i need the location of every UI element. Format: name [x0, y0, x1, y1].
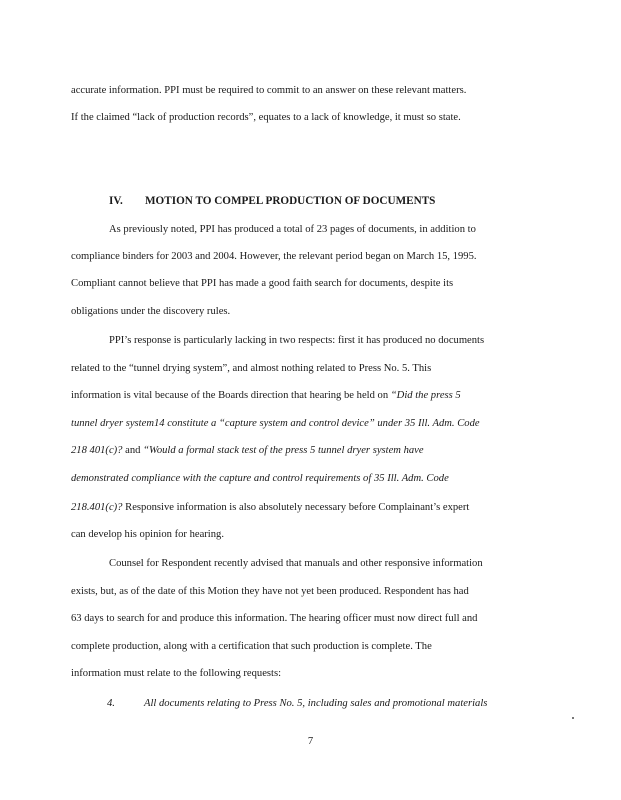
paragraph-2-line — [71, 444, 621, 458]
paragraph-1-line: obligations under the discovery rules. — [71, 306, 231, 317]
request-number: 4. — [107, 698, 115, 709]
paragraph-2-line: PPI’s response is particularly lacking in two respects: first it has produced no documents — [109, 335, 485, 346]
italic-quote: 218 401(c)? — [71, 445, 123, 456]
italic-quote: 218.401(c)? — [71, 502, 123, 513]
body-text-line: accurate information. PPI must be required to commit to an answer on these relevant matters. — [71, 85, 467, 96]
paragraph-3-line: complete production, along with a certification that such production is complete. The — [71, 641, 432, 652]
text-run: Responsive information is also absolutely necessary before Complainant’s expert — [122, 502, 470, 513]
section-heading — [109, 194, 435, 208]
paragraph-1-line: As previously noted, PPI has produced a total of 23 pages of documents, in addition to — [109, 224, 476, 235]
paragraph-2-line: related to the “tunnel drying system”, and almost nothing related to Press No. 5. This — [71, 363, 432, 374]
request-item — [107, 697, 621, 711]
paragraph-2-line — [71, 389, 621, 403]
italic-quote: “Would a formal stack test of the press 5 tunnel dryer system have — [143, 445, 424, 456]
paragraph-1-line: compliance binders for 2003 and 2004. However, the relevant period began on March 15, 1995. — [71, 251, 477, 262]
paragraph-3-line: Counsel for Respondent recently advised that manuals and other responsive information — [109, 558, 483, 569]
section-title: MOTION TO COMPEL PRODUCTION OF DOCUMENTS — [145, 195, 436, 207]
scan-speck — [572, 717, 574, 719]
paragraph-2-line: can develop his opinion for hearing. — [71, 529, 224, 540]
paragraph-3-line: exists, but, as of the date of this Motion they have not yet been produced. Respondent has had — [71, 586, 469, 597]
paragraph-1-line: Compliant cannot believe that PPI has made a good faith search for documents, despite its — [71, 278, 454, 289]
paragraph-3-line: 63 days to search for and produce this information. The hearing officer must now direct full and — [71, 613, 478, 624]
paragraph-2-line — [71, 501, 621, 515]
body-text-line: If the claimed “lack of production records”, equates to a lack of knowledge, it must so state. — [71, 112, 461, 123]
paragraph-3-line: information must relate to the following requests: — [71, 668, 282, 679]
section-number: IV. — [109, 195, 123, 207]
request-text: All documents relating to Press No. 5, including sales and promotional materials — [144, 698, 488, 709]
page-number: 7 — [307, 736, 314, 747]
text-run: and — [122, 445, 144, 456]
paragraph-2-line: demonstrated compliance with the capture and control requirements of 35 Ill. Adm. Code — [71, 473, 449, 484]
text-run: information is vital because of the Boards direction that hearing be held on — [71, 390, 391, 401]
italic-quote: “Did the press 5 — [390, 390, 461, 401]
paragraph-2-line: tunnel dryer system14 constitute a “capture system and control device” under 35 Ill. Adm. Code — [71, 418, 480, 429]
